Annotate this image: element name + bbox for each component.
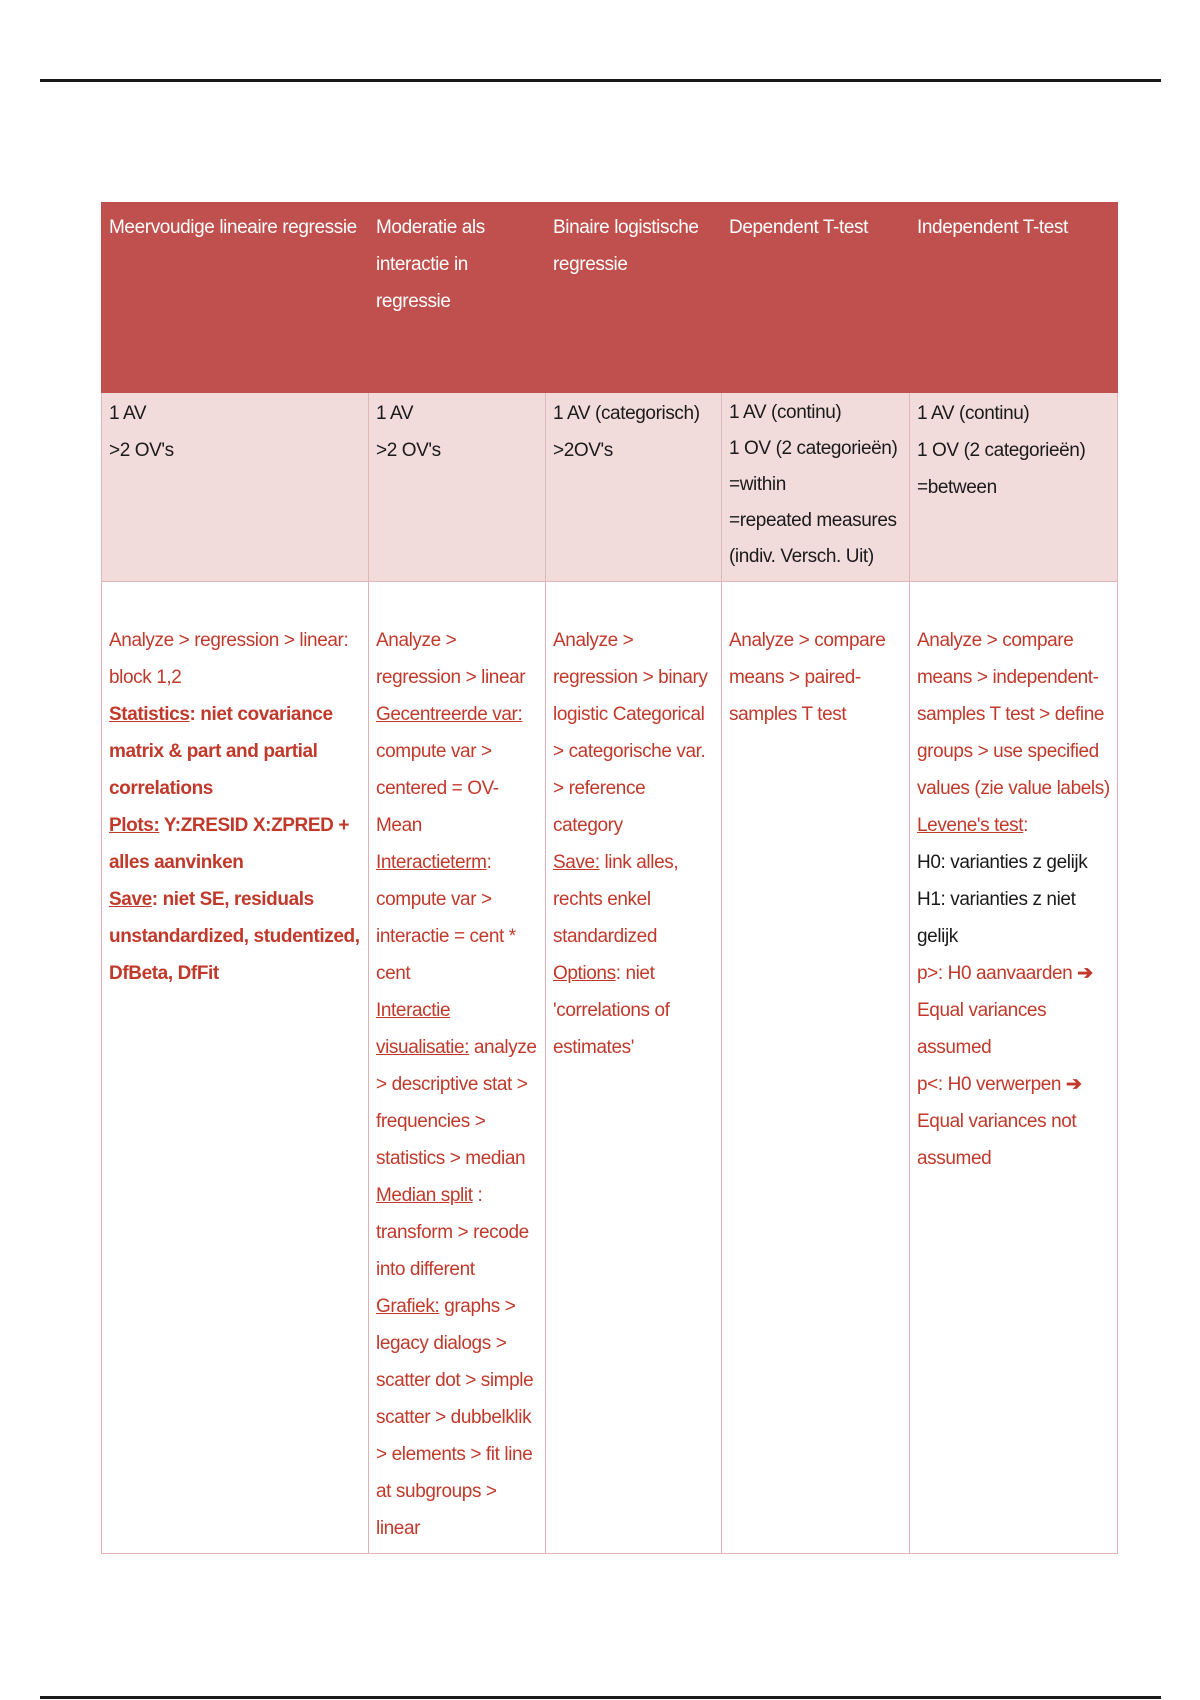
procedure-cell-independent-t-test xyxy=(910,582,1118,1554)
variable-line: 1 AV (continu) xyxy=(729,402,842,423)
variable-line: 1 AV (categorisch) xyxy=(553,403,700,424)
variables-cell-2 xyxy=(369,393,546,582)
header-cell-binaire-logistische-regressie: Binaire logistische regressie xyxy=(546,203,722,393)
header-row xyxy=(102,203,1118,393)
interactieterm-label: Interactieterm xyxy=(376,852,487,873)
median-split-text: : transform > recode into different xyxy=(376,1185,529,1280)
procedure-text: Analyze > regression > linear: block 1,2 xyxy=(109,630,349,688)
variable-line: =between xyxy=(917,477,997,498)
top-rule xyxy=(40,79,1161,82)
options-label: Options xyxy=(553,963,616,984)
save-text: link alles, rechts enkel standardized xyxy=(553,852,679,947)
save-label: Save xyxy=(109,889,152,910)
procedure-cell-dependent-t-test xyxy=(722,582,910,1554)
statistics-label: Statistics xyxy=(109,704,190,725)
variable-line: 1 OV (2 categorieën) xyxy=(917,440,1086,461)
gecentreerde-var-label: Gecentreerde var: xyxy=(376,704,523,725)
statistics-text: : niet covariance matrix & part and partial correlations xyxy=(109,704,333,799)
variable-line: 1 AV xyxy=(376,403,414,424)
p-greater-result: Equal variances assumed xyxy=(917,1000,1047,1058)
save-text: : niet SE, residuals unstandardized, studentized, DfBeta, DfFit xyxy=(109,889,360,984)
variable-line: >2 OV's xyxy=(109,440,174,461)
variable-line: =within xyxy=(729,474,786,495)
bottom-rule xyxy=(40,1696,1161,1699)
procedure-cell-moderatie xyxy=(369,582,546,1554)
variable-line: >2OV's xyxy=(553,440,613,461)
options-text: : niet 'correlations of estimates' xyxy=(553,963,670,1058)
levene-test-label: Levene's test xyxy=(917,815,1024,836)
variable-line: 1 AV xyxy=(109,403,147,424)
variable-line: >2 OV's xyxy=(376,440,441,461)
plots-text: Y:ZRESID X:ZPRED + alles aanvinken xyxy=(109,815,350,873)
procedure-cell-logistische-regressie xyxy=(546,582,722,1554)
h1-text: H1: varianties z niet gelijk xyxy=(917,889,1076,947)
levene-test-colon: : xyxy=(1023,815,1029,836)
variables-row xyxy=(102,393,1118,582)
header-cell-independent-t-test: Independent T-test xyxy=(910,203,1118,393)
procedure-cell-regressie xyxy=(102,582,369,1554)
variable-line: =repeated measures xyxy=(729,510,897,531)
header-cell-meervoudige-lineaire-regressie: Meervoudige lineaire regressie xyxy=(102,203,369,393)
h0-text: H0: varianties z gelijk xyxy=(917,852,1088,873)
header-cell-moderatie: Moderatie als interactie in regressie xyxy=(369,203,546,393)
procedure-text: Analyze > compare means > independent-samples T test > define groups > use specified values (zie value labels) xyxy=(917,630,1110,799)
grafiek-text: graphs > legacy dialogs > scatter dot > simple scatter > dubbelklik > elements > fit line at subgroups > linear xyxy=(376,1296,534,1539)
interactieterm-text: : compute var > interactie = cent * cent xyxy=(376,852,516,984)
procedure-text: Analyze > regression > linear xyxy=(376,630,526,688)
variables-cell-1 xyxy=(102,393,369,582)
arrow-right-icon: ➔ xyxy=(1077,963,1093,984)
variables-cell-5 xyxy=(910,393,1118,582)
median-split-label: Median split xyxy=(376,1185,473,1206)
interactie-visualisatie-label: Interactie visualisatie: xyxy=(376,1000,470,1058)
spss-cheatsheet-table xyxy=(101,202,1118,1554)
header-cell-dependent-t-test: Dependent T-test xyxy=(722,203,910,393)
variables-cell-3 xyxy=(546,393,722,582)
variable-line: (indiv. Versch. Uit) xyxy=(729,546,874,567)
interactie-visualisatie-text: analyze > descriptive stat > frequencies > statistics > median xyxy=(376,1037,537,1169)
gecentreerde-var-text: compute var > centered = OV-Mean xyxy=(376,741,499,836)
procedures-row xyxy=(102,582,1118,1554)
arrow-right-icon: ➔ xyxy=(1066,1074,1082,1095)
plots-label: Plots: xyxy=(109,815,160,836)
variables-cell-4 xyxy=(722,393,910,582)
variable-line: 1 OV (2 categorieën) xyxy=(729,438,898,459)
p-less-text: p<: H0 verwerpen xyxy=(917,1074,1062,1095)
p-greater-text: p>: H0 aanvaarden xyxy=(917,963,1073,984)
grafiek-label: Grafiek: xyxy=(376,1296,440,1317)
procedure-text: Analyze > regression > binary logistic Categorical > categorische var. > reference category xyxy=(553,630,708,836)
procedure-text: Analyze > compare means > paired-samples T test xyxy=(729,630,886,725)
save-label: Save: xyxy=(553,852,600,873)
variable-line: 1 AV (continu) xyxy=(917,403,1030,424)
p-less-result: Equal variances not assumed xyxy=(917,1111,1077,1169)
